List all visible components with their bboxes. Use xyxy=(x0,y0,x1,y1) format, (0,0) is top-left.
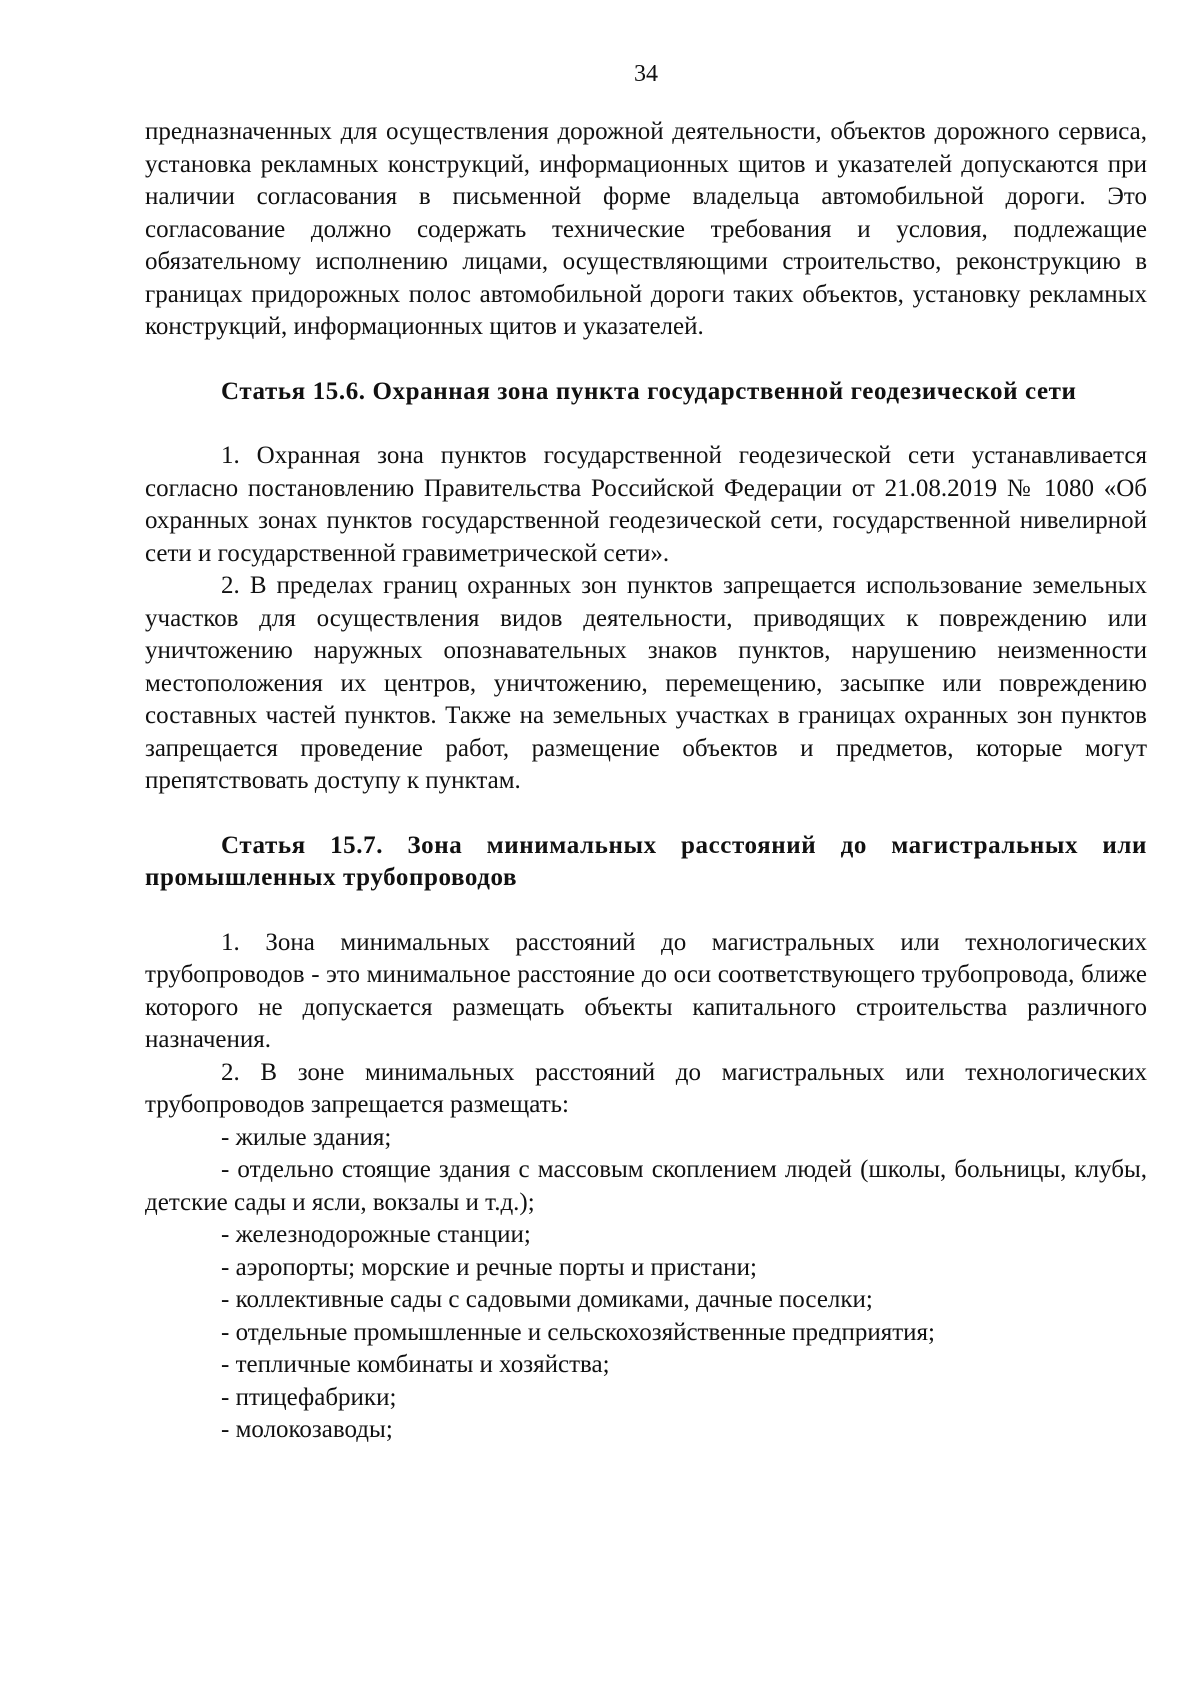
list-item: - тепличные комбинаты и хозяйства; xyxy=(221,1351,610,1378)
list-item: - коллективные сады с садовыми домиками, дачные поселки; xyxy=(221,1286,873,1313)
prohibited-objects-list xyxy=(145,1122,1147,1447)
list-item: - молокозаводы; xyxy=(221,1416,393,1443)
article-15-6-body xyxy=(145,440,1147,798)
article-15-6-paragraph-2: 2. В пределах границ охранных зон пунктов запрещается использование земельных участков для осуществления видов деятельности, приводящих к повреждению или уничтожению наружных опознавательных знаков пунктов, нарушению неизменности местоположения их центров, уничтожению, перемещению, засыпке или повреждению составных частей пунктов. Также на земельных участках в границах охранных зон пунктов запрещается проведение работ, размещение объектов и предметов, которые могут препятствовать доступу к пунктам. xyxy=(145,572,1147,794)
article-15-7-heading: Статья 15.7. Зона минимальных расстояний до магистральных или промышленных трубопроводов xyxy=(145,831,1147,891)
article-15-6-heading: Статья 15.6. Охранная зона пункта государственной геодезической сети xyxy=(221,377,1077,405)
document-body xyxy=(145,116,1147,1447)
list-item: - аэропорты; морские и речные порты и пристани; xyxy=(221,1253,757,1281)
list-item: - железнодорожные станции; xyxy=(221,1221,531,1248)
intro-paragraph: предназначенных для осуществления дорожной деятельности, объектов дорожного сервиса, установка рекламных конструкций, информационных щитов и указателей допускаются при наличии согласования в письменной форме владельца автомобильной дороги. Это согласование должно содержать технические требования и условия, подлежащие обязательному исполнению лицами, осуществляющими строительство, реконструкцию в границах придорожных полос автомобильной дороги таких объектов, установку рекламных конструкций, информационных щитов и указателей. xyxy=(145,118,1147,340)
article-15-7-body xyxy=(145,927,1147,1447)
article-15-6-paragraph-1: 1. Охранная зона пунктов государственной геодезической сети устанавливается согласно постановлению Правительства Российской Федерации от 21.08.2019 № 1080 «Об охранных зонах пунктов государственной геодезической сети, государственной нивелирной сети и государственной гравиметрической сети». xyxy=(145,442,1147,567)
list-item: - птицефабрики; xyxy=(221,1383,397,1411)
list-item: - жилые здания; xyxy=(221,1123,392,1151)
article-15-7-paragraph-1: 1. Зона минимальных расстояний до магистральных или технологических трубопроводов - это минимальное расстояние до оси соответствующего трубопровода, ближе которого не допускается размещать объекты капитального строительства различного назначения. xyxy=(145,928,1147,1053)
list-item: - отдельно стоящие здания с массовым скоплением людей (школы, больницы, клубы, детские сады и ясли, вокзалы и т.д.); xyxy=(145,1156,1147,1216)
list-item: - отдельные промышленные и сельскохозяйственные предприятия; xyxy=(221,1318,936,1346)
article-15-7-paragraph-2: 2. В зоне минимальных расстояний до магистральных или технологических трубопроводов запрещается размещать: xyxy=(145,1058,1147,1118)
page-number: 34 xyxy=(634,61,658,87)
